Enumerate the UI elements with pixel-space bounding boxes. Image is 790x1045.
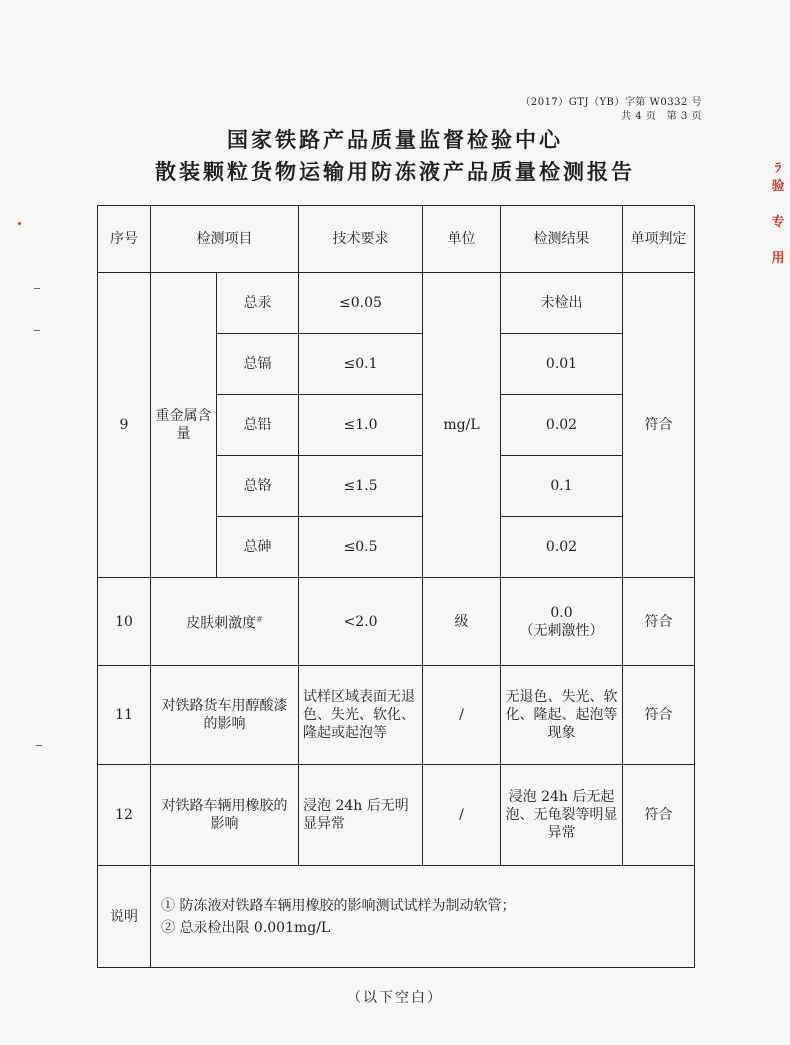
- blank-below-note: （以下空白）: [347, 990, 443, 1006]
- requirement-cell: ≤0.05: [299, 273, 423, 334]
- verdict-cell: 符合: [623, 765, 695, 866]
- requirement-cell: ≤0.1: [299, 334, 423, 395]
- header-item: 检测项目: [151, 206, 299, 273]
- note-line: ② 总汞检出限 0.001mg/L: [161, 919, 331, 936]
- requirement-cell: <2.0: [299, 578, 423, 666]
- header-requirement: 技术要求: [299, 206, 423, 273]
- inspection-table: [97, 205, 695, 968]
- requirement-cell: ≤1.0: [299, 395, 423, 456]
- table-header-row: [98, 206, 695, 273]
- report-reference: [520, 96, 702, 124]
- scan-mark: [34, 288, 40, 289]
- seal-stamp: ﾗ 验 专 用: [771, 161, 785, 266]
- sub-item: 总镉: [217, 334, 299, 395]
- result-cell: 0.01: [501, 334, 623, 395]
- header-unit: 单位: [423, 206, 501, 273]
- table-row: [98, 273, 695, 334]
- result-cell: 0.1: [501, 456, 623, 517]
- result-cell: 未检出: [501, 273, 623, 334]
- notes-cell: [151, 866, 695, 968]
- verdict-cell: 符合: [623, 273, 695, 578]
- header-result: 检测结果: [501, 206, 623, 273]
- report-title: 散装颗粒货物运输用防冻液产品质量检测报告: [155, 159, 635, 184]
- unit-cell: 级: [423, 578, 501, 666]
- result-cell: 无退色、失光、软化、隆起、起泡等现象: [501, 666, 623, 765]
- result-note: （无刺激性）: [519, 622, 604, 639]
- item-text: 皮肤刺激度: [186, 615, 257, 632]
- scan-mark: [18, 222, 21, 225]
- result-cell: 浸泡 24h 后无起泡、无龟裂等明显异常: [501, 765, 623, 866]
- requirement-cell: ≤1.5: [299, 456, 423, 517]
- result-value: 0.0: [550, 604, 573, 621]
- sub-item: 总汞: [217, 273, 299, 334]
- verdict-cell: 符合: [623, 666, 695, 765]
- row-number: 9: [98, 273, 151, 578]
- requirement-cell: 试样区域表面无退色、失光、软化、隆起或起泡等: [299, 666, 423, 765]
- footnote-mark: #: [256, 614, 263, 624]
- page-count: 共 4 页 第 3 页: [621, 111, 702, 122]
- row-number: 11: [98, 666, 151, 765]
- table-row: [98, 578, 695, 666]
- requirement-cell: ≤0.5: [299, 517, 423, 578]
- table-row: [98, 765, 695, 866]
- notes-label: 说明: [98, 866, 151, 968]
- requirement-cell: 浸泡 24h 后无明显异常: [299, 765, 423, 866]
- sub-item: 总砷: [217, 517, 299, 578]
- notes-row: [98, 866, 695, 968]
- item-cell: [151, 578, 299, 666]
- row-number: 10: [98, 578, 151, 666]
- item-cell: 对铁路车辆用橡胶的影响: [151, 765, 299, 866]
- result-cell: 0.02: [501, 395, 623, 456]
- note-line: ① 防冻液对铁路车辆用橡胶的影响测试试样为制动软管；: [161, 897, 516, 914]
- verdict-cell: 符合: [623, 578, 695, 666]
- result-cell: [501, 578, 623, 666]
- item-group: 重金属含量: [151, 273, 217, 578]
- report-number: （2017）GTJ（YB）字第 W0332 号: [520, 97, 702, 108]
- organization-title: 国家铁路产品质量监督检验中心: [227, 127, 563, 152]
- sub-item: 总铅: [217, 395, 299, 456]
- unit-cell: mg/L: [423, 273, 501, 578]
- scan-mark: [36, 745, 42, 746]
- result-cell: 0.02: [501, 517, 623, 578]
- unit-cell: /: [423, 765, 501, 866]
- sub-item: 总铬: [217, 456, 299, 517]
- scan-mark: [34, 330, 40, 331]
- header-no: 序号: [98, 206, 151, 273]
- table-row: [98, 666, 695, 765]
- row-number: 12: [98, 765, 151, 866]
- unit-cell: /: [423, 666, 501, 765]
- item-cell: 对铁路货车用醇酸漆的影响: [151, 666, 299, 765]
- header-verdict: 单项判定: [623, 206, 695, 273]
